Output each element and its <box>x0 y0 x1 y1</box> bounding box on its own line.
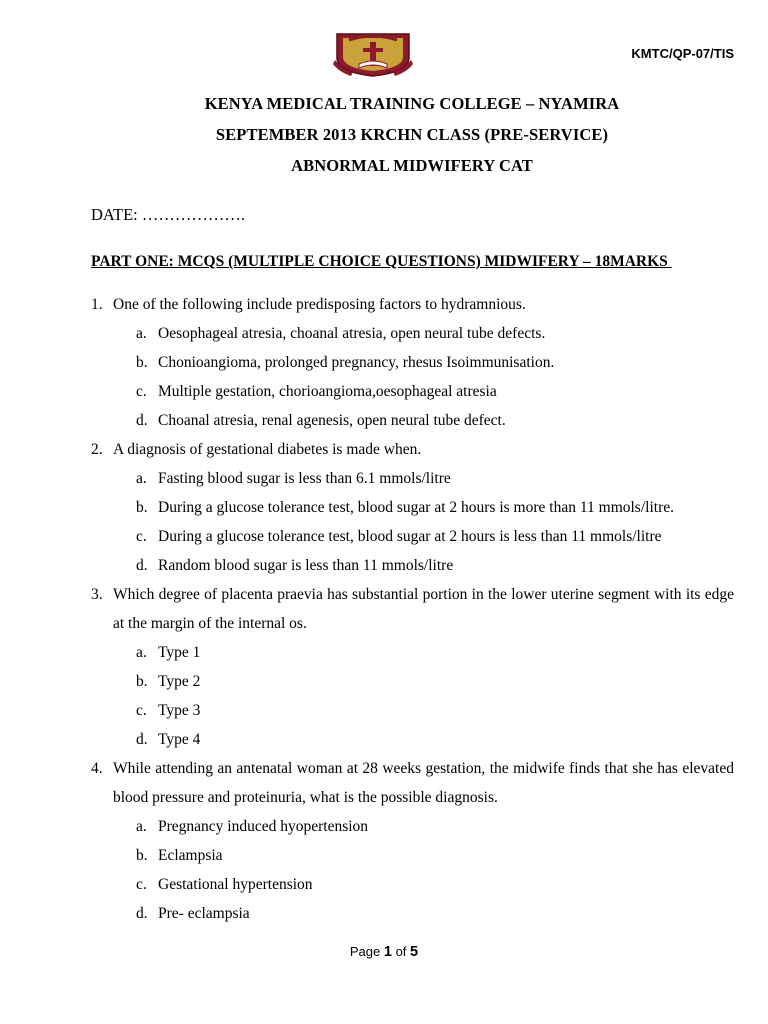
option-text: Gestational hypertension <box>158 876 313 893</box>
option-text: During a glucose tolerance test, blood sugar at 2 hours is more than 11 mmols/litre. <box>158 499 674 516</box>
option-letter: d. <box>136 412 148 429</box>
option-text: Random blood sugar is less than 11 mmols/litre <box>158 557 454 574</box>
question-text: A diagnosis of gestational diabetes is made when. <box>113 441 422 458</box>
option-text: Eclampsia <box>158 847 223 864</box>
question-4 <box>91 754 734 812</box>
question-text: One of the following include predisposing factors to hydramnious. <box>113 296 526 313</box>
option-letter: d. <box>136 905 148 922</box>
option <box>136 667 200 696</box>
option-letter: c. <box>136 383 147 400</box>
option-letter: b. <box>136 847 148 864</box>
question-1 <box>91 290 734 319</box>
college-title: KENYA MEDICAL TRAINING COLLEGE – NYAMIRA <box>204 94 620 113</box>
option-text: Chonioangioma, prolonged pregnancy, rhesus Isoimmunisation. <box>158 354 555 371</box>
option-text: Type 1 <box>158 644 201 661</box>
college-logo <box>333 28 413 78</box>
part-heading: PART ONE: MCQS (MULTIPLE CHOICE QUESTIONS) MIDWIFERY – 18MARKS <box>91 253 672 270</box>
option-letter: a. <box>136 325 147 342</box>
option <box>136 812 368 841</box>
option-letter: c. <box>136 528 147 545</box>
question-text: While attending an antenatal woman at 28 weeks gestation, the midwife finds that she has elevated blood pressure and proteinuria, what is the possible diagnosis. <box>113 760 734 806</box>
exam-title: ABNORMAL MIDWIFERY CAT <box>291 156 533 175</box>
option-text: Fasting blood sugar is less than 6.1 mmols/litre <box>158 470 451 487</box>
option <box>136 841 223 870</box>
option-letter: a. <box>136 818 147 835</box>
option-letter: b. <box>136 499 148 516</box>
page-current: 1 <box>383 944 392 960</box>
option <box>136 319 545 348</box>
option-letter: a. <box>136 470 147 487</box>
page-total: 5 <box>410 944 419 960</box>
option-text: Type 4 <box>158 731 201 748</box>
question-number: 1. <box>91 296 103 313</box>
option-text: Pregnancy induced hyopertension <box>158 818 369 835</box>
option-letter: b. <box>136 673 148 690</box>
question-number: 4. <box>91 760 103 777</box>
option <box>136 348 554 377</box>
option <box>136 899 250 928</box>
option-letter: d. <box>136 557 148 574</box>
option <box>136 551 453 580</box>
option <box>136 725 200 754</box>
option-letter: c. <box>136 876 147 893</box>
option-letter: d. <box>136 731 148 748</box>
option <box>136 638 200 667</box>
option <box>136 870 313 899</box>
page-word: Page <box>349 944 381 959</box>
question-number: 2. <box>91 441 103 458</box>
question-2 <box>91 435 734 464</box>
option <box>136 406 506 435</box>
option <box>136 696 200 725</box>
option <box>136 464 451 493</box>
option-letter: a. <box>136 644 147 661</box>
question-text: Which degree of placenta praevia has substantial portion in the lower uterine segment with its edge at the margin of the internal os. <box>113 586 734 632</box>
option-letter: b. <box>136 354 148 371</box>
class-title: SEPTEMBER 2013 KRCHN CLASS (PRE-SERVICE) <box>215 125 609 144</box>
option-text: Type 2 <box>158 673 201 690</box>
option-text: Multiple gestation, chorioangioma,oesophageal atresia <box>158 383 497 400</box>
option <box>136 377 497 406</box>
option-text: During a glucose tolerance test, blood sugar at 2 hours is less than 11 mmols/litre <box>158 528 662 545</box>
page-footer <box>0 944 768 960</box>
document-code: KMTC/QP-07/TIS <box>631 46 734 61</box>
option-text: Choanal atresia, renal agenesis, open neural tube defect. <box>158 412 506 429</box>
option <box>136 522 662 551</box>
option-text: Pre- eclampsia <box>158 905 250 922</box>
option-text: Type 3 <box>158 702 201 719</box>
option-letter: c. <box>136 702 147 719</box>
of-word: of <box>395 944 407 959</box>
option-text: Oesophageal atresia, choanal atresia, open neural tube defects. <box>158 325 546 342</box>
question-3 <box>91 580 734 638</box>
question-number: 3. <box>91 586 103 603</box>
date-line: DATE: ………………. <box>91 205 245 224</box>
option <box>136 493 674 522</box>
